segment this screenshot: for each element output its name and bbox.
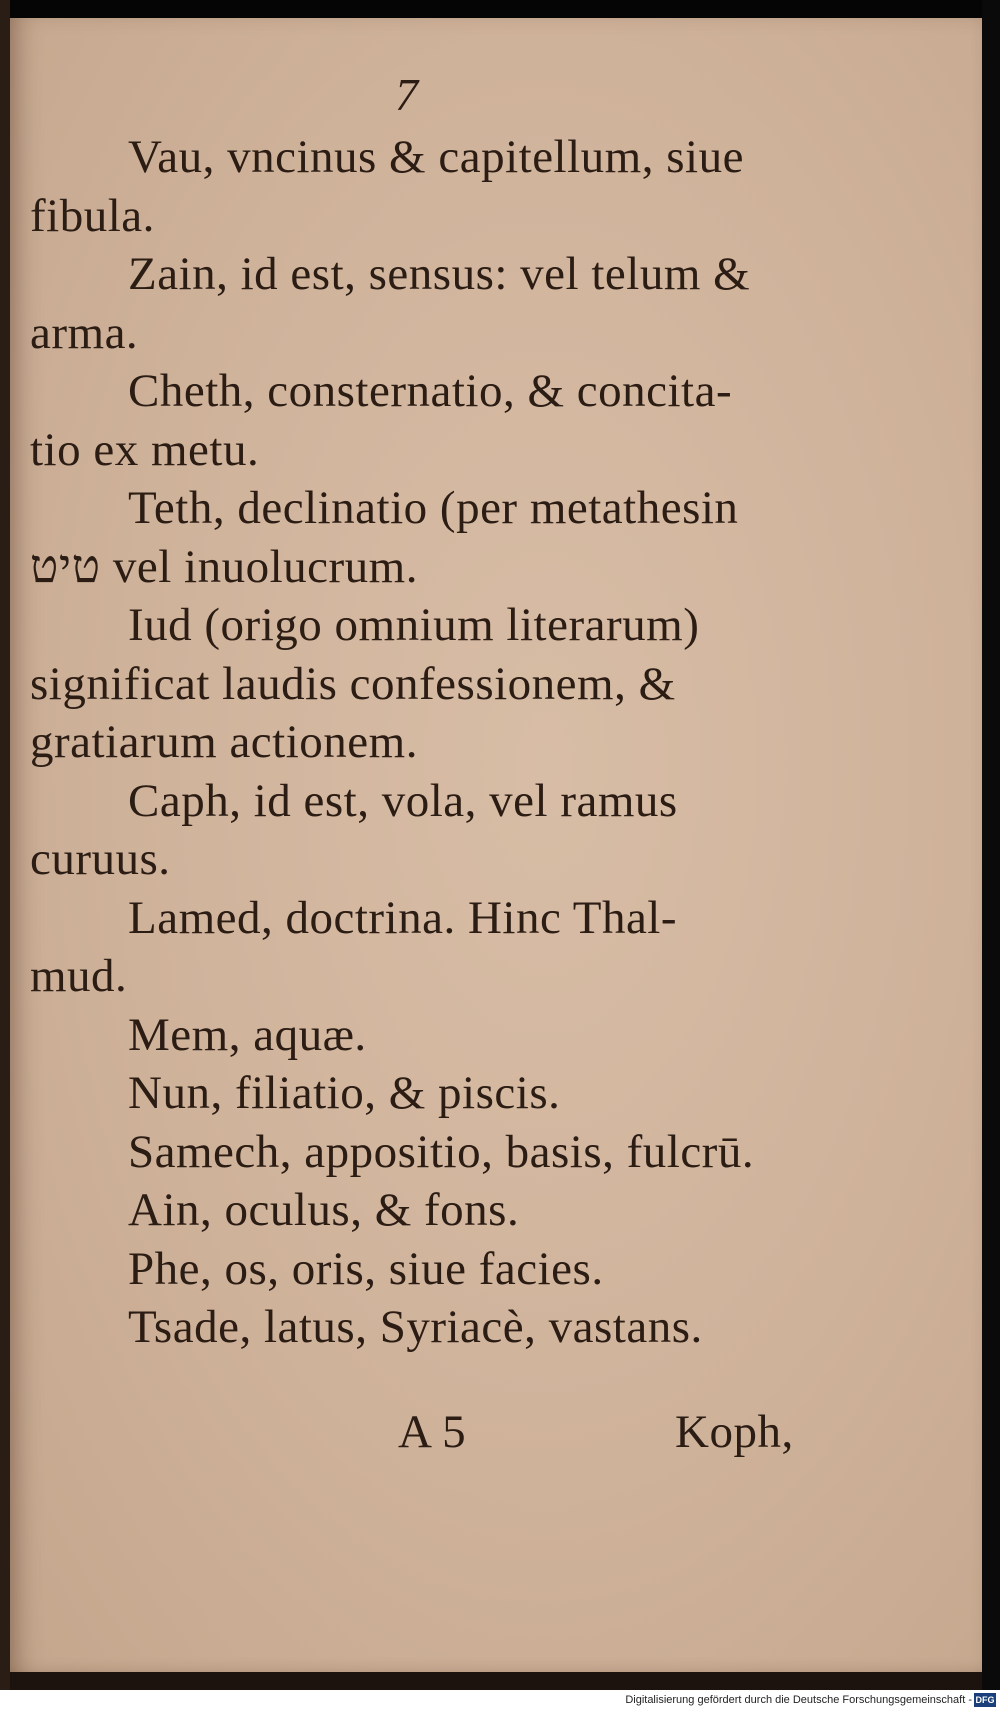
text-line: significat laudis confessionem, &: [30, 657, 676, 710]
text-line: fibula.: [30, 189, 155, 242]
page-number: 7: [395, 69, 419, 120]
dfg-logo: DFG: [975, 1695, 995, 1705]
text-line: gratiarum actionem.: [30, 716, 418, 768]
funding-credit: Digitalisierung gefördert durch die Deutsche Forschungsgemeinschaft -: [625, 1694, 972, 1706]
text-line: Mem, aquæ.: [128, 1008, 367, 1061]
signature-mark: A 5: [398, 1406, 467, 1458]
text-line: Iud (origo omnium literarum): [128, 599, 700, 651]
text-line: Samech, appositio, basis, fulcrū.: [128, 1125, 755, 1178]
page-bottom-shadow: [10, 1672, 982, 1690]
text-line: Lamed, doctrina. Hinc Thal-: [128, 891, 678, 944]
text-line: Ain, oculus, & fons.: [128, 1184, 520, 1236]
text-line: Zain, id est, sensus: vel telum &: [128, 248, 751, 300]
scan-border-right: [982, 0, 1000, 1690]
text-line: Tsade, latus, Syriacè, vastans.: [128, 1301, 703, 1353]
text-line: Nun, filiatio, & piscis.: [128, 1067, 561, 1119]
text-line: Teth, declinatio (per metathesin: [128, 482, 739, 534]
text-line: Vau, vncinus & capitellum, siue: [128, 131, 744, 183]
scan-border-top: [0, 0, 1000, 18]
scan-border-left: [0, 0, 10, 1690]
text-line: טיט vel inuolucrum.: [30, 540, 418, 593]
text-line: Caph, id est, vola, vel ramus: [128, 774, 678, 827]
text-line: Cheth, consternatio, & concita-: [128, 365, 733, 417]
book-page: [10, 18, 982, 1678]
text-line: Phe, os, oris, siue facies.: [128, 1242, 604, 1295]
text-line: mud.: [30, 950, 128, 1002]
text-line: curuus.: [30, 833, 171, 885]
text-line: tio ex metu.: [30, 423, 260, 476]
footer-bar: [0, 1690, 1000, 1717]
page-text: [10, 18, 982, 1678]
catchword: Koph,: [675, 1406, 794, 1458]
text-line: arma.: [30, 306, 139, 359]
